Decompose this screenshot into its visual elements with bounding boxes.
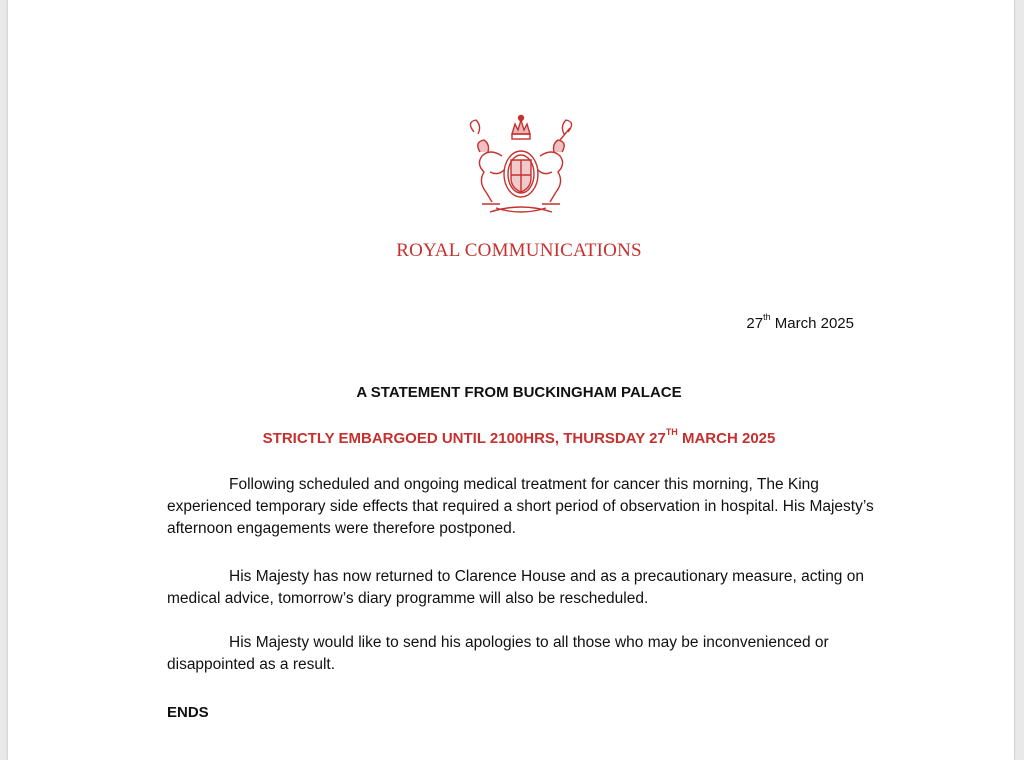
- body-paragraph: [167, 566, 877, 610]
- ends-marker: ENDS: [167, 704, 209, 721]
- paragraph-text: His Majesty has now returned to Clarence House and as a precautionary measure, acting on medical advice, tomorrow’s diary programme will also be rescheduled.: [167, 568, 864, 607]
- paragraph-text: His Majesty would like to send his apologies to all those who may be inconvenienced or disappointed as a result.: [167, 634, 829, 673]
- embargo-text: STRICTLY EMBARGOED UNTIL 2100HRS, THURSDAY 27: [262, 430, 666, 447]
- date-ordinal-suffix: th: [763, 312, 771, 322]
- body-paragraph: [167, 474, 877, 540]
- date-month-year: March 2025: [770, 315, 854, 332]
- statement-date: [746, 312, 854, 332]
- embargo-notice: [8, 427, 1024, 447]
- paragraph-text: Following scheduled and ongoing medical treatment for cancer this morning, The King experienced temporary side effects that required a short period of observation in hospital. His Majesty’s afternoon engagements were therefore postponed.: [167, 476, 874, 537]
- document-page: [8, 0, 1014, 760]
- organisation-heading: ROYAL COMMUNICATIONS: [396, 240, 642, 261]
- royal-coat-of-arms-icon: [460, 112, 582, 218]
- embargo-ordinal-suffix: TH: [665, 427, 678, 437]
- embargo-month-year: MARCH 2025: [677, 430, 776, 447]
- body-paragraph: [167, 632, 877, 676]
- date-day: 27: [746, 315, 764, 332]
- statement-title: A STATEMENT FROM BUCKINGHAM PALACE: [356, 384, 682, 401]
